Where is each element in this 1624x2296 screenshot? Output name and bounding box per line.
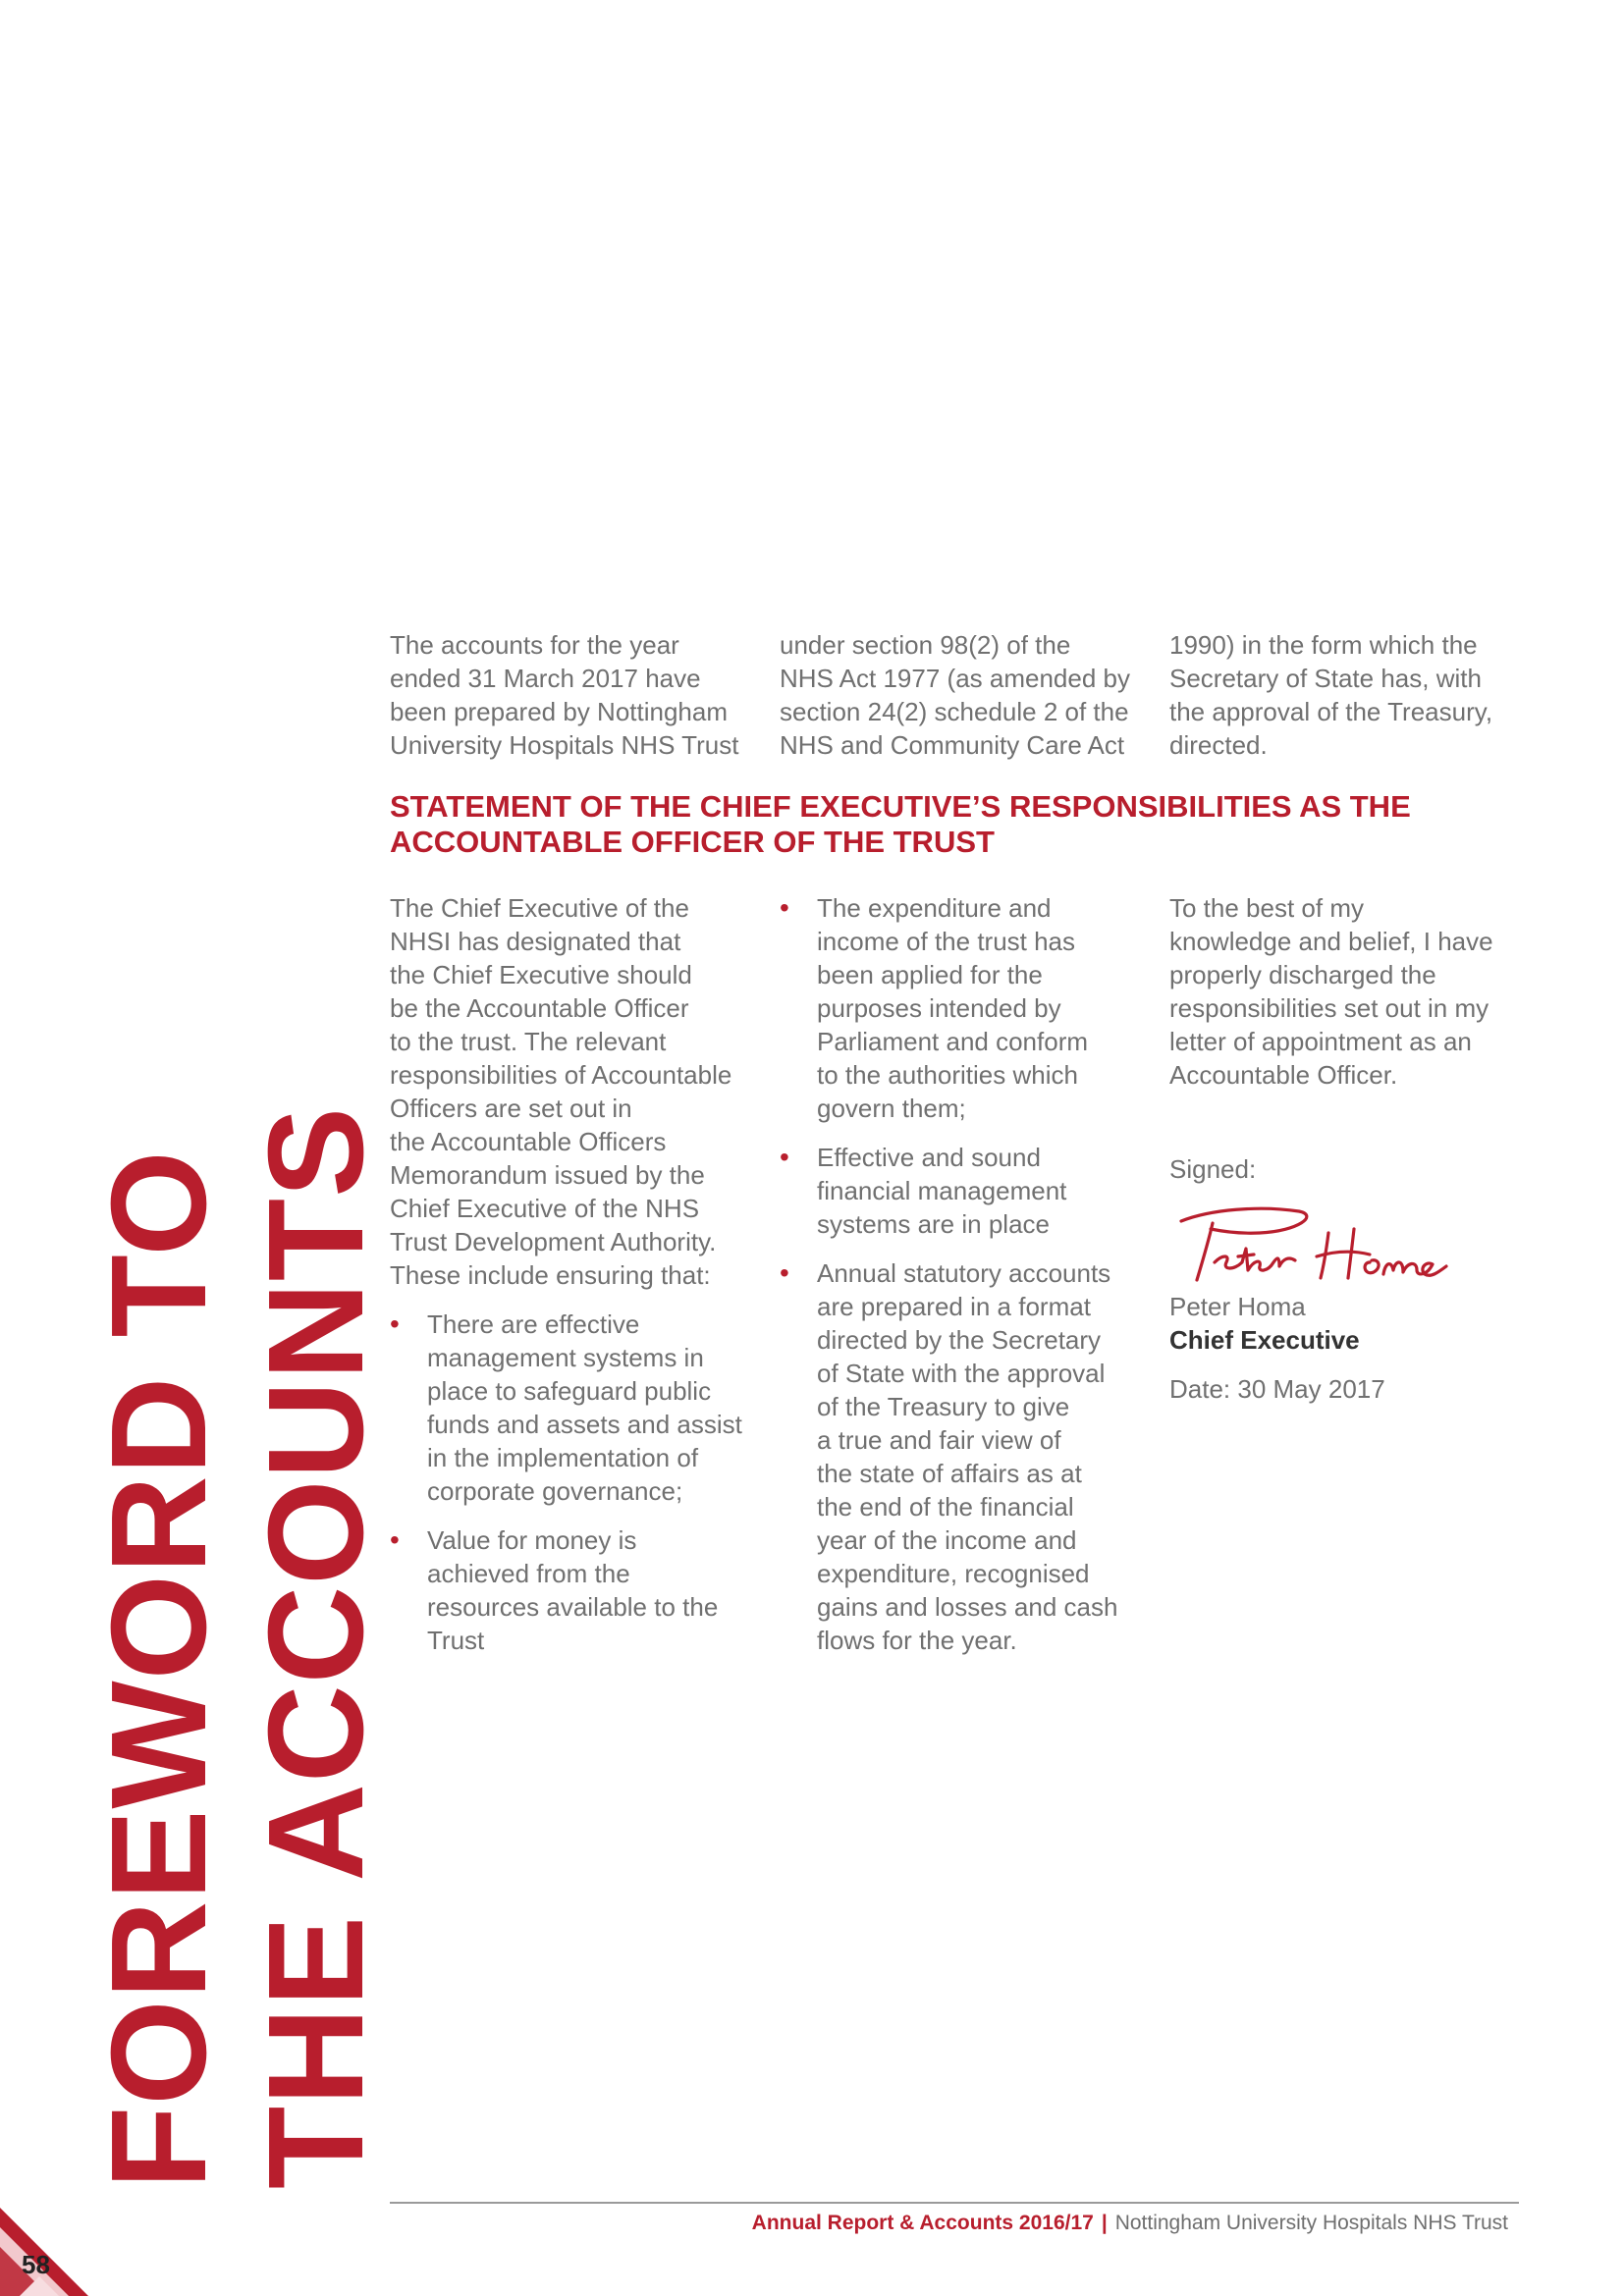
text-line: the approval of the Treasury, bbox=[1169, 697, 1493, 726]
intro-col-3 bbox=[1169, 628, 1519, 762]
text-line: funds and assets and assist bbox=[427, 1410, 742, 1439]
text-line: properly discharged the bbox=[1169, 960, 1436, 989]
text-line: NHSI has designated that bbox=[390, 927, 681, 956]
text-line: to the authorities which bbox=[817, 1060, 1078, 1090]
text-line: achieved from the bbox=[427, 1559, 630, 1588]
text-line: be the Accountable Officer bbox=[390, 993, 689, 1023]
text-line: Parliament and conform bbox=[817, 1027, 1089, 1056]
intro-col-2 bbox=[780, 628, 1153, 762]
text-line: the state of affairs as at bbox=[817, 1459, 1082, 1488]
text-line: to the trust. The relevant bbox=[390, 1027, 667, 1056]
bullet-item bbox=[780, 1141, 1153, 1241]
text-line: year of the income and bbox=[817, 1525, 1077, 1555]
footer bbox=[752, 2209, 1508, 2238]
footer-trust-name: Nottingham University Hospitals NHS Trust bbox=[1114, 2212, 1508, 2234]
text-line: directed by the Secretary bbox=[817, 1325, 1102, 1355]
text-line: responsibilities set out in my bbox=[1169, 993, 1489, 1023]
text-line: gains and losses and cash bbox=[817, 1592, 1118, 1622]
signatory-name: Peter Homa bbox=[1169, 1292, 1306, 1321]
text-line: income of the trust has bbox=[817, 927, 1076, 956]
text-line: University Hospitals NHS Trust bbox=[390, 730, 739, 760]
text-line: of the Treasury to give bbox=[817, 1392, 1070, 1421]
text-line: These include ensuring that: bbox=[390, 1260, 711, 1290]
bullet-item bbox=[390, 1308, 763, 1508]
bullet-item bbox=[780, 891, 1153, 1125]
text-line: Accountable Officer. bbox=[1169, 1060, 1398, 1090]
text-line: Trust Development Authority. bbox=[390, 1227, 717, 1256]
text-line: • Annual statutory accounts bbox=[817, 1258, 1111, 1288]
col1-paragraph bbox=[390, 891, 763, 1292]
text-line: purposes intended by bbox=[817, 993, 1061, 1023]
signature-block bbox=[1169, 1152, 1519, 1406]
text-line: place to safeguard public bbox=[427, 1376, 712, 1406]
corner-decoration bbox=[0, 2178, 118, 2296]
text-line: Trust bbox=[427, 1626, 485, 1655]
body-col-3 bbox=[1169, 891, 1519, 1406]
side-title-line-2: THE ACCOUNTS bbox=[241, 1105, 392, 2189]
text-line: directed. bbox=[1169, 730, 1268, 760]
signed-label: Signed: bbox=[1169, 1154, 1257, 1184]
text-line: are prepared in a format bbox=[817, 1292, 1091, 1321]
section-heading bbox=[390, 789, 1519, 860]
footer-divider bbox=[390, 2202, 1519, 2204]
text-line: The accounts for the year bbox=[390, 630, 679, 660]
heading-line-1: STATEMENT OF THE CHIEF EXECUTIVE’S RESPONSIBILITIES AS THE bbox=[390, 789, 1411, 824]
body-col-2 bbox=[780, 891, 1153, 1673]
side-title bbox=[81, 883, 395, 2189]
text-line: in the implementation of bbox=[427, 1443, 699, 1472]
text-line: the Accountable Officers bbox=[390, 1127, 667, 1156]
text-line: management systems in bbox=[427, 1343, 704, 1372]
text-line: • There are effective bbox=[427, 1309, 640, 1339]
signature-date: Date: 30 May 2017 bbox=[1169, 1374, 1385, 1404]
heading-line-2: ACCOUNTABLE OFFICER OF THE TRUST bbox=[390, 825, 995, 859]
text-line: • The expenditure and bbox=[817, 893, 1052, 923]
text-line: of State with the approval bbox=[817, 1359, 1106, 1388]
text-line: the Chief Executive should bbox=[390, 960, 692, 989]
text-line: • Effective and sound bbox=[817, 1143, 1041, 1172]
text-line: section 24(2) schedule 2 of the bbox=[780, 697, 1129, 726]
col2-bullet-list bbox=[780, 891, 1153, 1657]
bullet-item bbox=[780, 1256, 1153, 1657]
text-line: knowledge and belief, I have bbox=[1169, 927, 1493, 956]
col1-bullet-list bbox=[390, 1308, 763, 1657]
signatory-title: Chief Executive bbox=[1169, 1325, 1360, 1355]
text-line: Chief Executive of the NHS bbox=[390, 1194, 700, 1223]
footer-report-title: Annual Report & Accounts 2016/17 bbox=[751, 2212, 1094, 2234]
text-line: responsibilities of Accountable bbox=[390, 1060, 732, 1090]
text-line: expenditure, recognised bbox=[817, 1559, 1090, 1588]
text-line: a true and fair view of bbox=[817, 1425, 1061, 1455]
text-line: been applied for the bbox=[817, 960, 1043, 989]
text-line: been prepared by Nottingham bbox=[390, 697, 729, 726]
signature-image bbox=[1152, 1201, 1466, 1290]
text-line: 1990) in the form which the bbox=[1169, 630, 1478, 660]
text-line: Officers are set out in bbox=[390, 1094, 632, 1123]
text-line: The Chief Executive of the bbox=[390, 893, 689, 923]
intro-col-1 bbox=[390, 628, 763, 762]
footer-separator: | bbox=[1101, 2212, 1108, 2234]
text-line: govern them; bbox=[817, 1094, 966, 1123]
bullet-item bbox=[390, 1523, 763, 1657]
text-line: NHS Act 1977 (as amended by bbox=[780, 664, 1130, 693]
page-number: 58 bbox=[22, 2250, 50, 2279]
body-col-1 bbox=[390, 891, 763, 1673]
text-line: letter of appointment as an bbox=[1169, 1027, 1472, 1056]
text-line: under section 98(2) of the bbox=[780, 630, 1071, 660]
side-title-line-1: FOREWORD TO bbox=[83, 1149, 235, 2189]
text-line: • Value for money is bbox=[427, 1525, 637, 1555]
text-line: resources available to the bbox=[427, 1592, 719, 1622]
col3-paragraph bbox=[1169, 891, 1519, 1092]
text-line: the end of the financial bbox=[817, 1492, 1074, 1522]
text-line: flows for the year. bbox=[817, 1626, 1017, 1655]
text-line: Secretary of State has, with bbox=[1169, 664, 1482, 693]
text-line: corporate governance; bbox=[427, 1476, 683, 1506]
text-line: NHS and Community Care Act bbox=[780, 730, 1125, 760]
text-line: ended 31 March 2017 have bbox=[390, 664, 701, 693]
text-line: systems are in place bbox=[817, 1209, 1050, 1239]
text-line: To the best of my bbox=[1169, 893, 1364, 923]
text-line: financial management bbox=[817, 1176, 1067, 1205]
text-line: Memorandum issued by the bbox=[390, 1160, 705, 1190]
